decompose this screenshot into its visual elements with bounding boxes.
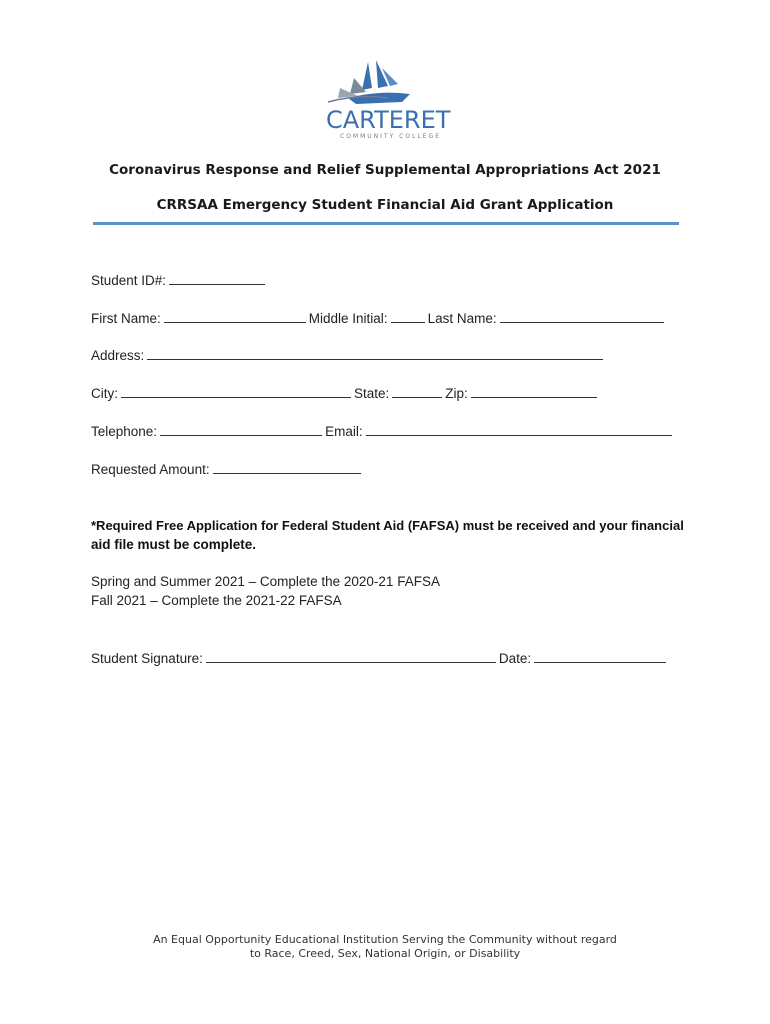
fafsa-terms — [91, 572, 440, 610]
sailboat-logo-icon — [318, 58, 452, 142]
student-id-field[interactable] — [169, 271, 265, 285]
date-label: Date: — [498, 651, 532, 666]
logo-wordmark: CARTERET — [326, 106, 451, 134]
last-name-field[interactable] — [500, 309, 664, 323]
header-divider — [93, 222, 679, 225]
signature-field[interactable] — [206, 649, 496, 663]
student-id-label: Student ID#: — [91, 273, 167, 288]
document-subtitle: CRRSAA Emergency Student Financial Aid Grant Application — [156, 197, 614, 213]
address-field[interactable] — [147, 346, 603, 360]
contact-row — [91, 422, 675, 439]
requirement-line-2: aid file must be complete. — [91, 537, 257, 552]
logo-subtitle: COMMUNITY COLLEGE — [340, 133, 441, 140]
signature-row — [91, 649, 669, 666]
zip-label: Zip: — [445, 386, 468, 401]
city-label: City: — [91, 386, 118, 401]
student-id-row — [91, 271, 268, 288]
email-label: Email: — [325, 424, 363, 439]
footer-statement-line-2: to Race, Creed, Sex, National Origin, or Disability — [249, 947, 521, 960]
state-field[interactable] — [392, 384, 442, 398]
state-label: State: — [354, 386, 390, 401]
telephone-label: Telephone: — [91, 424, 158, 439]
telephone-field[interactable] — [160, 422, 322, 436]
document-title: Coronavirus Response and Relief Supplemental Appropriations Act 2021 — [109, 162, 661, 178]
last-name-label: Last Name: — [427, 311, 497, 326]
zip-field[interactable] — [471, 384, 597, 398]
requested-amount-row — [91, 460, 364, 477]
first-name-field[interactable] — [164, 309, 306, 323]
footer-statement-line-1: An Equal Opportunity Educational Institution Serving the Community without regard — [153, 933, 617, 946]
college-logo — [318, 58, 452, 142]
date-field[interactable] — [534, 649, 666, 663]
requested-amount-field[interactable] — [213, 460, 361, 474]
middle-initial-field[interactable] — [391, 309, 425, 323]
requirement-line-1: *Required Free Application for Federal Student Aid (FAFSA) must be received and your financial — [91, 518, 684, 533]
fafsa-requirement-note — [91, 516, 691, 554]
city-field[interactable] — [121, 384, 351, 398]
terms-line-2: Fall 2021 – Complete the 2021-22 FAFSA — [91, 593, 342, 608]
signature-label: Student Signature: — [91, 651, 203, 666]
address-label: Address: — [91, 348, 145, 363]
terms-line-1: Spring and Summer 2021 – Complete the 2020-21 FAFSA — [91, 574, 440, 589]
email-field[interactable] — [366, 422, 672, 436]
first-name-label: First Name: — [91, 311, 161, 326]
middle-initial-label: Middle Initial: — [308, 311, 388, 326]
address-row — [91, 346, 606, 363]
city-row — [91, 384, 600, 401]
requested-amount-label: Requested Amount: — [91, 462, 210, 477]
name-row — [91, 309, 667, 326]
